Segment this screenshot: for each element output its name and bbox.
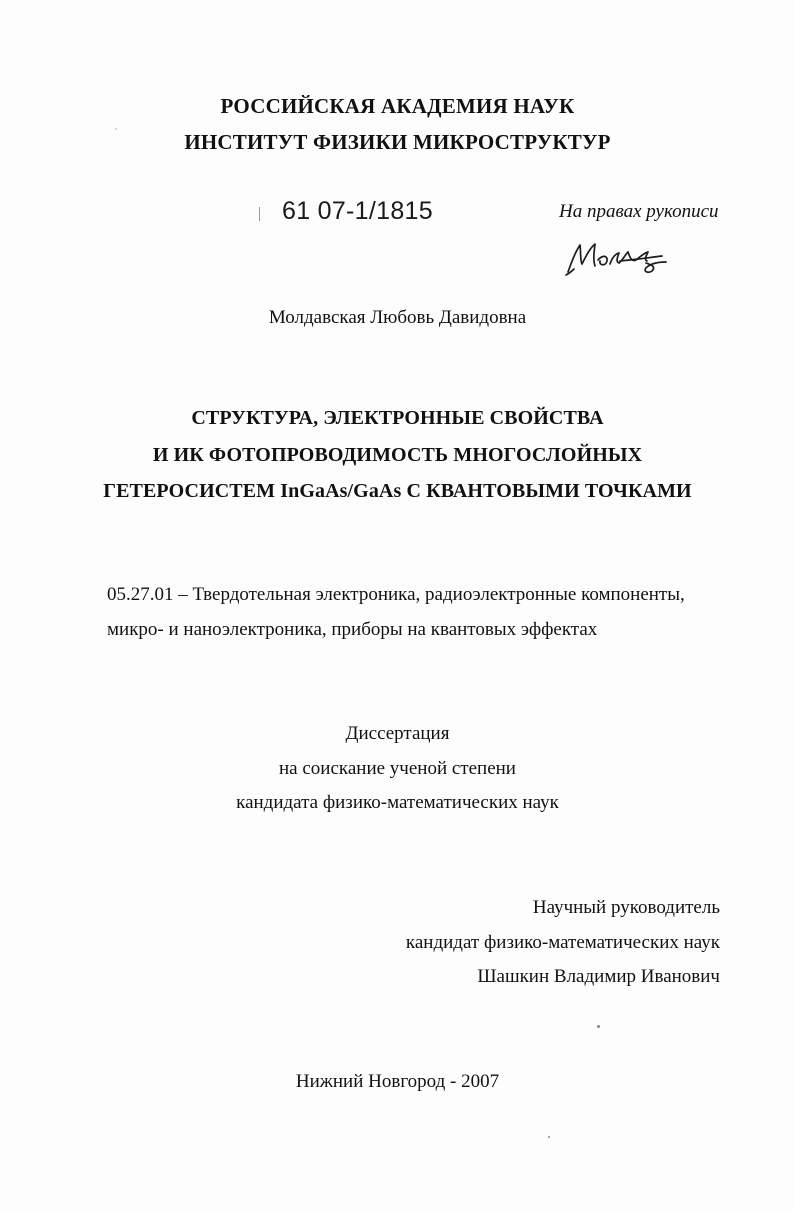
scan-speck: [597, 1025, 600, 1028]
supervisor-degree: кандидат физико-математических наук: [405, 932, 720, 953]
degree-purpose: на соискание ученой степени: [279, 758, 516, 779]
specialty-line-1: 05.27.01 – Твердотельная электроника, радиоэлектронные компоненты,: [107, 584, 685, 605]
margin-tick: [259, 207, 260, 221]
scan-speck: [548, 1136, 550, 1138]
degree-name: кандидата физико-математических наук: [236, 792, 559, 813]
author-signature: [562, 236, 670, 278]
archive-number: 61 07-1/1815: [282, 197, 433, 225]
institute-name: ИНСТИТУТ ФИЗИКИ МИКРОСТРУКТУР: [184, 130, 611, 154]
academy-name: РОССИЙСКАЯ АКАДЕМИЯ НАУК: [220, 94, 575, 118]
document-type: Диссертация: [345, 723, 450, 744]
supervisor-role: Научный руководитель: [532, 897, 720, 918]
author-name: Молдавская Любовь Давидовна: [268, 307, 527, 328]
place-and-year: Нижний Новгород - 2007: [295, 1071, 500, 1092]
rights-note: На правах рукописи: [559, 201, 719, 222]
thesis-title-line-1: СТРУКТУРА, ЭЛЕКТРОННЫЕ СВОЙСТВА: [191, 407, 604, 429]
scan-speck: [115, 128, 117, 130]
thesis-title-line-2: И ИК ФОТОПРОВОДИМОСТЬ МНОГОСЛОЙНЫХ: [152, 444, 643, 466]
supervisor-name: Шашкин Владимир Иванович: [477, 966, 720, 987]
specialty-line-2: микро- и наноэлектроника, приборы на квантовых эффектах: [107, 619, 598, 640]
thesis-title-line-3: ГЕТЕРОСИСТЕМ InGaAs/GaAs С КВАНТОВЫМИ ТОЧКАМИ: [103, 480, 692, 502]
